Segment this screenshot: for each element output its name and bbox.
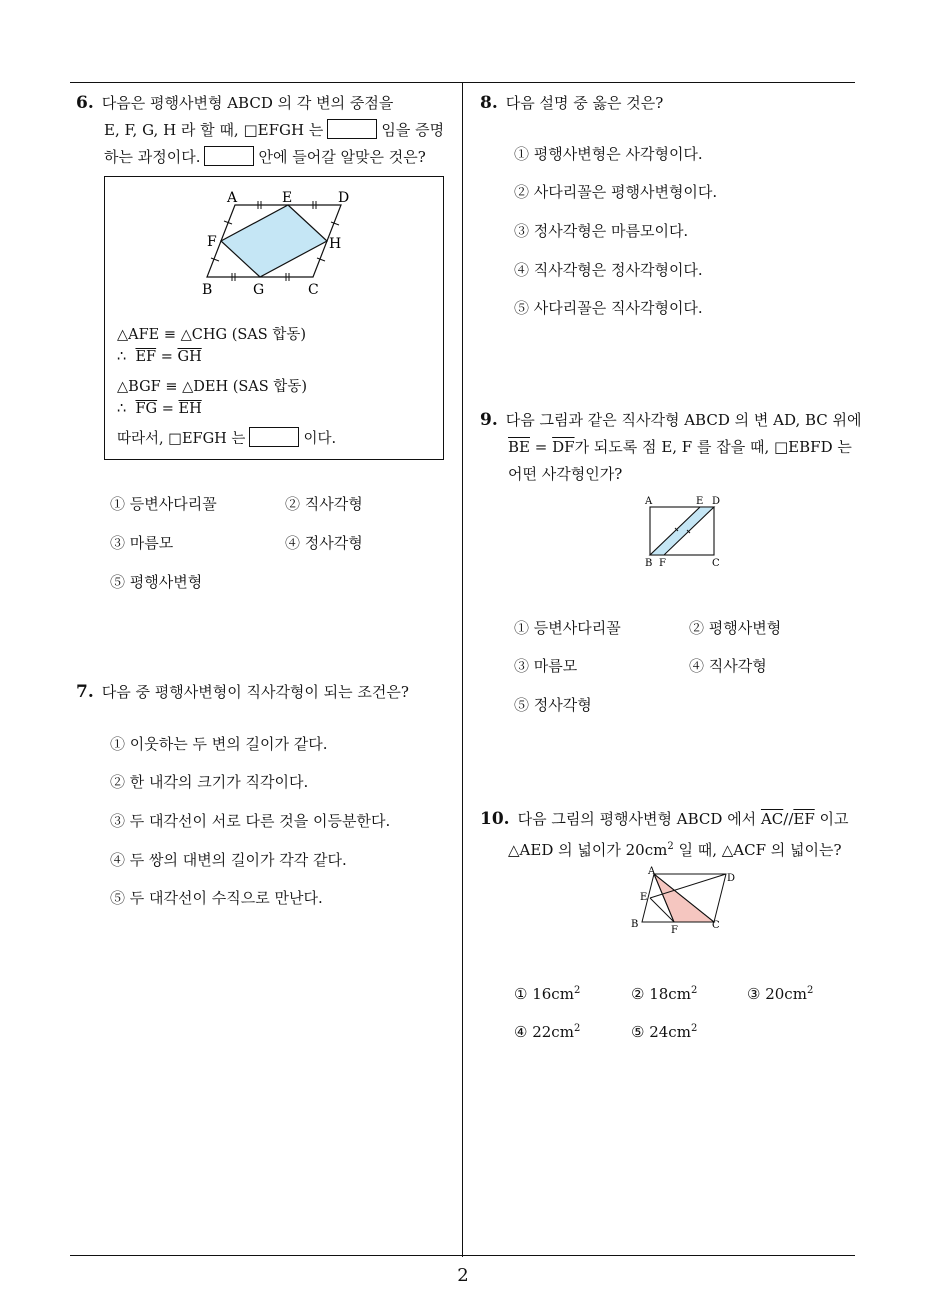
proof-line-5: 따라서, □EFGH 는 이다.: [117, 427, 336, 448]
rectangle-figure: [640, 492, 750, 572]
q6-option-4[interactable]: ④ 정사각형: [285, 534, 363, 552]
label-A: A: [645, 496, 653, 507]
label-C: C: [712, 558, 720, 569]
q9-line-2: $\overline{BE} = \overline{DF}$가 되도록 점 E, F 를 잡을 때, □EBFD 는: [508, 438, 852, 456]
label-D: D: [712, 496, 721, 507]
q9-option-5[interactable]: ⑤ 정사각형: [514, 696, 592, 714]
q10-option-3[interactable]: ③ $20cm^2$: [747, 985, 814, 1003]
answer-blank: [249, 427, 299, 447]
q10-number: 10.: [480, 809, 510, 829]
q9-line-3: 어떤 사각형인가?: [508, 465, 623, 483]
label-F: F: [659, 558, 666, 569]
q7-option-4[interactable]: ④ 두 쌍의 대변의 길이가 각각 같다.: [110, 851, 347, 869]
q6-option-3[interactable]: ③ 마름모: [110, 534, 174, 552]
q9-option-1[interactable]: ① 등변사다리꼴: [514, 619, 621, 637]
q6-option-5[interactable]: ⑤ 평행사변형: [110, 573, 203, 591]
q7-option-3[interactable]: ③ 두 대각선이 서로 다른 것을 이등분한다.: [110, 812, 391, 830]
label-D: D: [727, 873, 736, 884]
label-B: B: [645, 558, 653, 569]
parallelogram-area-figure: [626, 866, 746, 936]
q6-number: 6.: [76, 93, 94, 113]
q8-number: 8.: [480, 93, 498, 113]
q9-line-1: 9. 다음 그림과 같은 직사각형 ABCD 의 변 AD, BC 위에: [480, 410, 862, 430]
proof-line-2: ∴ $\overline{EF} = \overline{GH}$: [117, 349, 202, 365]
q8-option-2[interactable]: ② 사다리꼴은 평행사변형이다.: [514, 183, 718, 201]
proof-box: [104, 176, 444, 460]
label-F: F: [671, 925, 678, 936]
page-number: 2: [457, 1265, 469, 1286]
q7-option-1[interactable]: ① 이웃하는 두 변의 길이가 같다.: [110, 735, 328, 753]
label-H: H: [329, 236, 342, 252]
q6-line-2: E, F, G, H 라 할 때, □EFGH 는 임을 증명: [104, 121, 445, 139]
q9-number: 9.: [480, 410, 498, 430]
q7-number: 7.: [76, 682, 94, 702]
q10-option-5[interactable]: ⑤ $24cm^2$: [631, 1023, 698, 1041]
q9-option-2[interactable]: ② 평행사변형: [689, 619, 782, 637]
label-B: B: [631, 919, 639, 930]
label-C: C: [712, 920, 720, 931]
bottom-rule: [70, 1255, 855, 1256]
label-D: D: [338, 190, 350, 206]
proof-line-3: △BGF ≡ △DEH (SAS 합동): [117, 379, 307, 395]
answer-blank: [327, 119, 377, 139]
parallelogram-figure: [105, 177, 443, 307]
q8-option-5[interactable]: ⑤ 사다리꼴은 직사각형이다.: [514, 299, 703, 317]
q6-line-1: 6. 다음은 평행사변형 ABCD 의 각 변의 중점을: [76, 93, 394, 113]
q10-line-1: 10. 다음 그림의 평행사변형 ABCD 에서 $\overline{AC}//\overline{EF}$ 이고: [480, 809, 849, 829]
q8-option-3[interactable]: ③ 정사각형은 마름모이다.: [514, 222, 689, 240]
label-B: B: [202, 282, 213, 298]
q10-option-4[interactable]: ④ $22cm^2$: [514, 1023, 581, 1041]
q8-option-1[interactable]: ① 평행사변형은 사각형이다.: [514, 145, 703, 163]
label-C: C: [308, 282, 319, 298]
q9-option-4[interactable]: ④ 직사각형: [689, 657, 767, 675]
q10-option-2[interactable]: ② $18cm^2$: [631, 985, 698, 1003]
label-A: A: [227, 190, 238, 206]
q7-text: 7. 다음 중 평행사변형이 직사각형이 되는 조건은?: [76, 682, 409, 702]
label-E: E: [696, 496, 704, 507]
q7-option-2[interactable]: ② 한 내각의 크기가 직각이다.: [110, 773, 309, 791]
label-F: F: [207, 234, 217, 250]
proof-line-4: ∴ $\overline{FG} = \overline{EH}$: [117, 401, 202, 417]
label-G: G: [253, 282, 265, 298]
q8-text: 8. 다음 설명 중 옳은 것은?: [480, 93, 664, 113]
q9-option-3[interactable]: ③ 마름모: [514, 657, 578, 675]
proof-line-1: △AFE ≡ △CHG (SAS 합동): [117, 327, 306, 343]
q10-line-2: △AED 의 넓이가 $20cm^2$ 일 때, △ACF 의 넓이는?: [508, 841, 842, 859]
label-E: E: [282, 190, 293, 206]
q10-option-1[interactable]: ① $16cm^2$: [514, 985, 581, 1003]
q6-option-1[interactable]: ① 등변사다리꼴: [110, 495, 217, 513]
q8-option-4[interactable]: ④ 직사각형은 정사각형이다.: [514, 261, 703, 279]
q7-option-5[interactable]: ⑤ 두 대각선이 수직으로 만난다.: [110, 889, 323, 907]
column-divider: [462, 82, 463, 1257]
label-E: E: [640, 892, 648, 903]
q6-line-3: 하는 과정이다. 안에 들어갈 알맞은 것은?: [104, 148, 426, 166]
answer-blank: [204, 146, 254, 166]
label-A: A: [648, 866, 656, 877]
q6-option-2[interactable]: ② 직사각형: [285, 495, 363, 513]
